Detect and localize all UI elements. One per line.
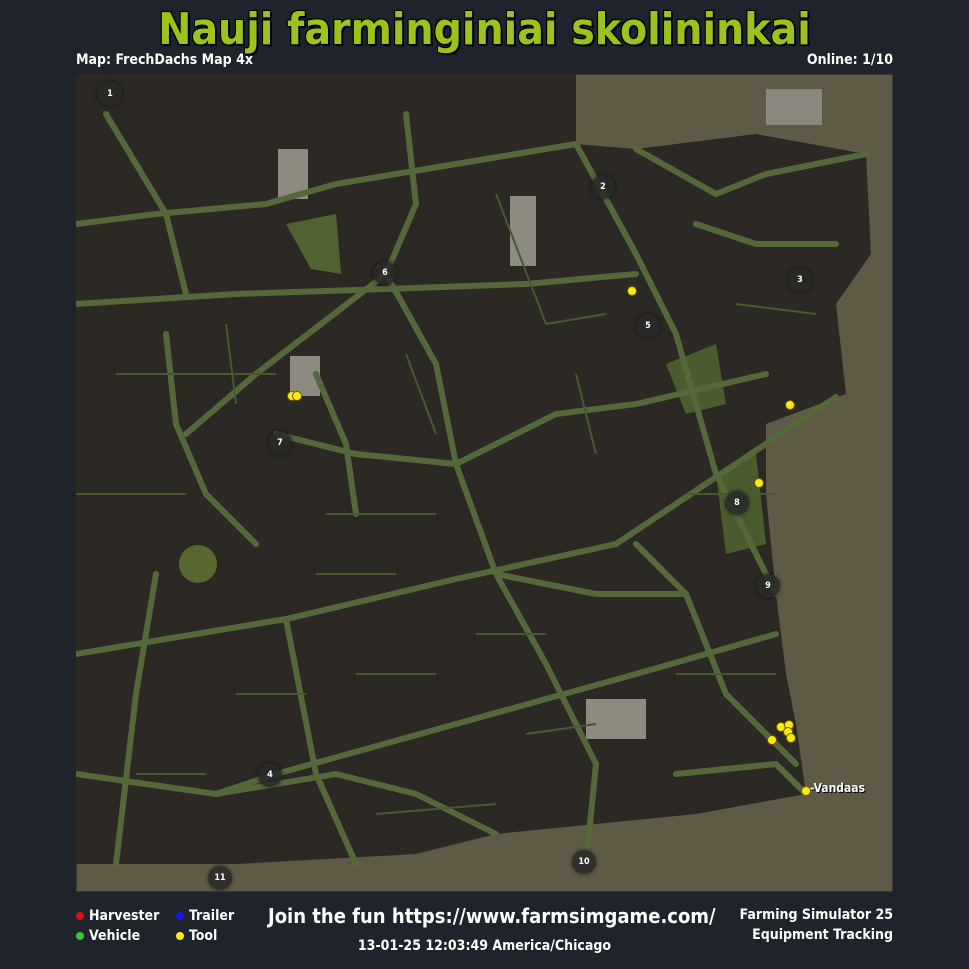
join-link[interactable]: Join the fun https://www.farmsimgame.com/ — [268, 904, 716, 928]
harvester-dot-icon — [76, 912, 84, 920]
yard-patch — [586, 699, 646, 739]
legend-harvester — [76, 908, 168, 924]
legend-trailer-label: Trailer — [189, 908, 235, 924]
trailer-dot-icon — [176, 912, 184, 920]
location-marker-7[interactable]: 7 — [268, 431, 292, 455]
location-marker-2[interactable]: 2 — [591, 175, 615, 199]
legend-harvester-label: Harvester — [89, 908, 160, 924]
location-marker-8[interactable]: 8 — [725, 491, 749, 515]
tool-pin[interactable] — [627, 286, 637, 296]
tool-pin[interactable] — [754, 478, 764, 488]
tool-pin[interactable] — [767, 735, 777, 745]
credits-line-2: Equipment Tracking — [752, 927, 893, 943]
location-marker-10[interactable]: 10 — [572, 850, 596, 874]
credits-line-1: Farming Simulator 25 — [739, 907, 893, 923]
grass-circle — [179, 545, 217, 583]
location-marker-5[interactable]: 5 — [636, 314, 660, 338]
tool-pin[interactable] — [786, 733, 796, 743]
tool-pin[interactable] — [785, 400, 795, 410]
location-marker-9[interactable]: 9 — [756, 574, 780, 598]
tool-pin[interactable] — [292, 391, 302, 401]
location-marker-6[interactable]: 6 — [373, 261, 397, 285]
online-count-label: Online: 1/10 — [806, 52, 893, 68]
legend-trailer — [176, 908, 268, 924]
location-marker-3[interactable]: 3 — [788, 268, 812, 292]
page-title: Nauji farminginiai skolininkai — [158, 4, 811, 55]
location-marker-1[interactable]: 1 — [98, 82, 122, 106]
farm-map[interactable] — [76, 74, 893, 892]
timestamp: 13-01-25 12:03:49 America/Chicago — [357, 938, 612, 954]
location-marker-11[interactable]: 11 — [208, 866, 232, 890]
map-name-label: Map: FrechDachs Map 4x — [76, 52, 253, 68]
legend-tool-label: Tool — [189, 928, 218, 944]
yard-patch — [766, 89, 822, 125]
yard-patch — [510, 196, 536, 266]
player-name-label: -Vandaas — [810, 781, 866, 795]
legend-vehicle-label: Vehicle — [89, 928, 141, 944]
credits — [740, 905, 893, 945]
location-marker-4[interactable]: 4 — [258, 763, 282, 787]
map-terrain — [76, 74, 893, 892]
